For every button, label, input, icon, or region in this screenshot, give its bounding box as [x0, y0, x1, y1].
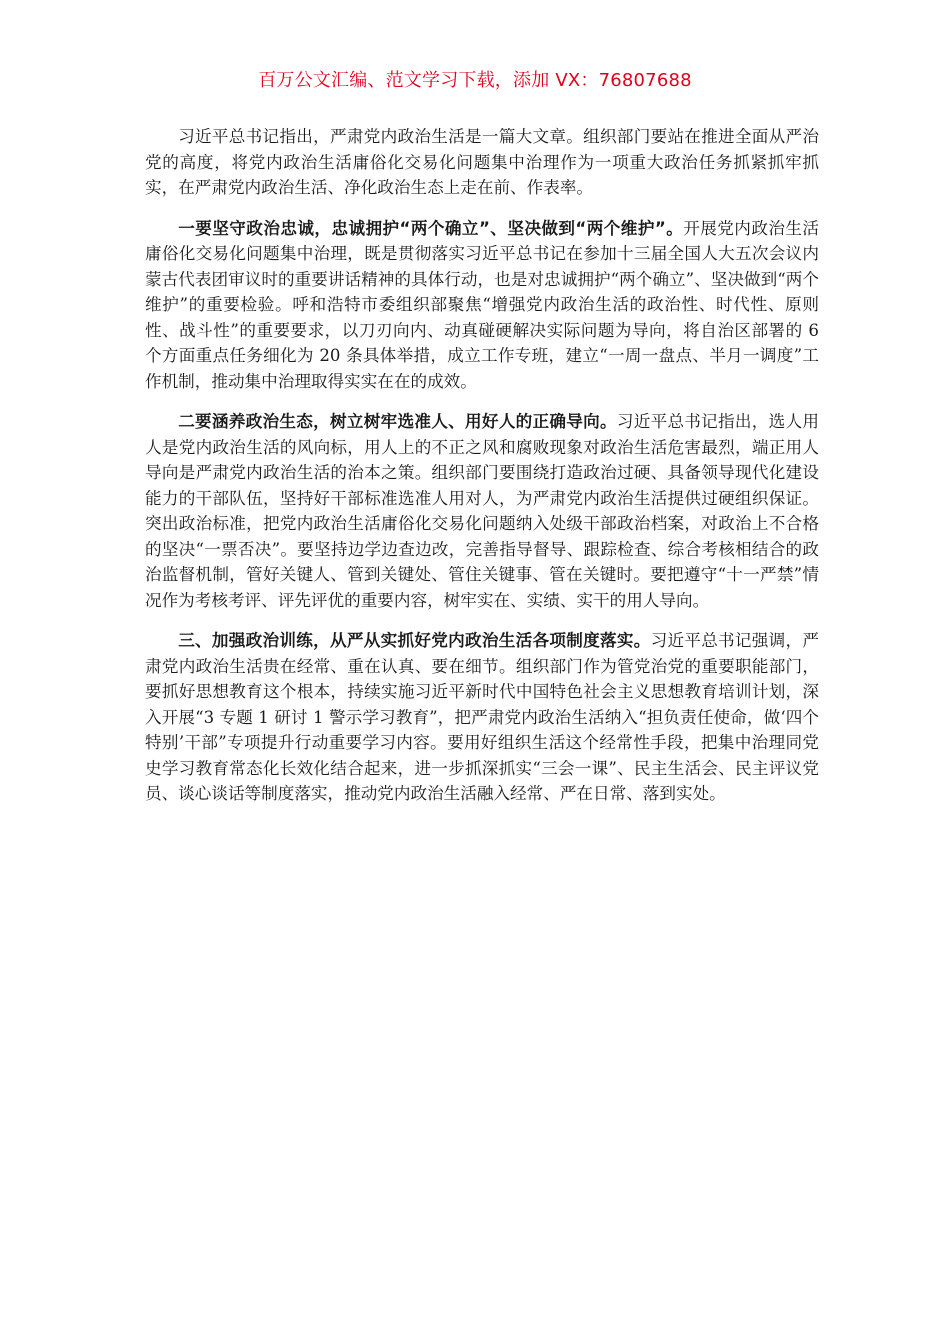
article-body: [145, 124, 819, 822]
header-banner: 百万公文汇编、范文学习下载，添加 VX：76807688: [258, 70, 692, 91]
paragraph-intro: [145, 124, 819, 201]
paragraph-lead: 三、加强政治训练，从严从实抓好党内政治生活各项制度落实。: [178, 631, 651, 650]
paragraph-point-2: [145, 409, 819, 613]
paragraph-lead: 一要坚守政治忠诚，忠诚拥护“两个确立”、坚决做到“两个维护”。: [178, 218, 684, 238]
paragraph-text: 习近平总书记指出，选人用人是党内政治生活的风向标，用人上的不正之风和腐败现象对政治生活危害最烈，端正用人导向是严肃党内政治生活的治本之策。组织部门要围绕打造政治过硬、具备领导现代化建设能力的干部队伍，坚持好干部标准选准人用对人，为严肃党内政治生活提供过硬组织保证。突出政治标准，把党内政治生活庸俗化交易化问题纳入处级干部政治档案，对政治上不合格的坚决“一票否决”。要坚持边学边查边改，完善指导督导、跟踪检查、综合考核相结合的政治监督机制，管好关键人、管到关键处、管住关键事、管在关键时。要把遵守“十一严禁”情况作为考核考评、评先评优的重要内容，树牢实在、实绩、实干的用人导向。: [145, 412, 819, 610]
paragraph-point-1: [145, 216, 819, 395]
paragraph-lead: 二要涵养政治生态，树立树牢选准人、用好人的正确导向。: [178, 412, 617, 431]
paragraph-text: 开展党内政治生活庸俗化交易化问题集中治理，既是贯彻落实习近平总书记在参加十三届全国人大五次会议内蒙古代表团审议时的重要讲话精神的具体行动，也是对忠诚拥护“两个确立”、坚决做到“两个维护”的重要检验。呼和浩特市委组织部聚焦“增强党内政治生活的政治性、时代性、原则性、战斗性”的重要要求，以刀刃向内、动真碰硬解决实际问题为导向，将自治区部署的 6 个方面重点任务细化为 20 条具体举措，成立工作专班，建立“一周一盘点、半月一调度”工作机制，推动集中治理取得实实在在的成效。: [145, 218, 820, 391]
paragraph-text: 习近平总书记指出，严肃党内政治生活是一篇大文章。组织部门要站在推进全面从严治党的高度，将党内政治生活庸俗化交易化问题集中治理作为一项重大政治任务抓紧抓牢抓实，在严肃党内政治生活、净化政治生态上走在前、作表率。: [145, 127, 819, 197]
paragraph-text: 习近平总书记强调，严肃党内政治生活贵在经常、重在认真、要在细节。组织部门作为管党治党的重要职能部门，要抓好思想教育这个根本，持续实施习近平新时代中国特色社会主义思想教育培训计划，深入开展“3 专题 1 研讨 1 警示学习教育”，把严肃党内政治生活纳入“担负责任使命，做‘四个特别’干部”专项提升行动重要学习内容。要用好组织生活这个经常性手段，把集中治理同党史学习教育常态化长效化结合起来，进一步抓深抓实“三会一课”、民主生活会、民主评议党员、谈心谈话等制度落实，推动党内政治生活融入经常、严在日常、落到实处。: [145, 631, 820, 803]
paragraph-point-3: [145, 628, 819, 807]
